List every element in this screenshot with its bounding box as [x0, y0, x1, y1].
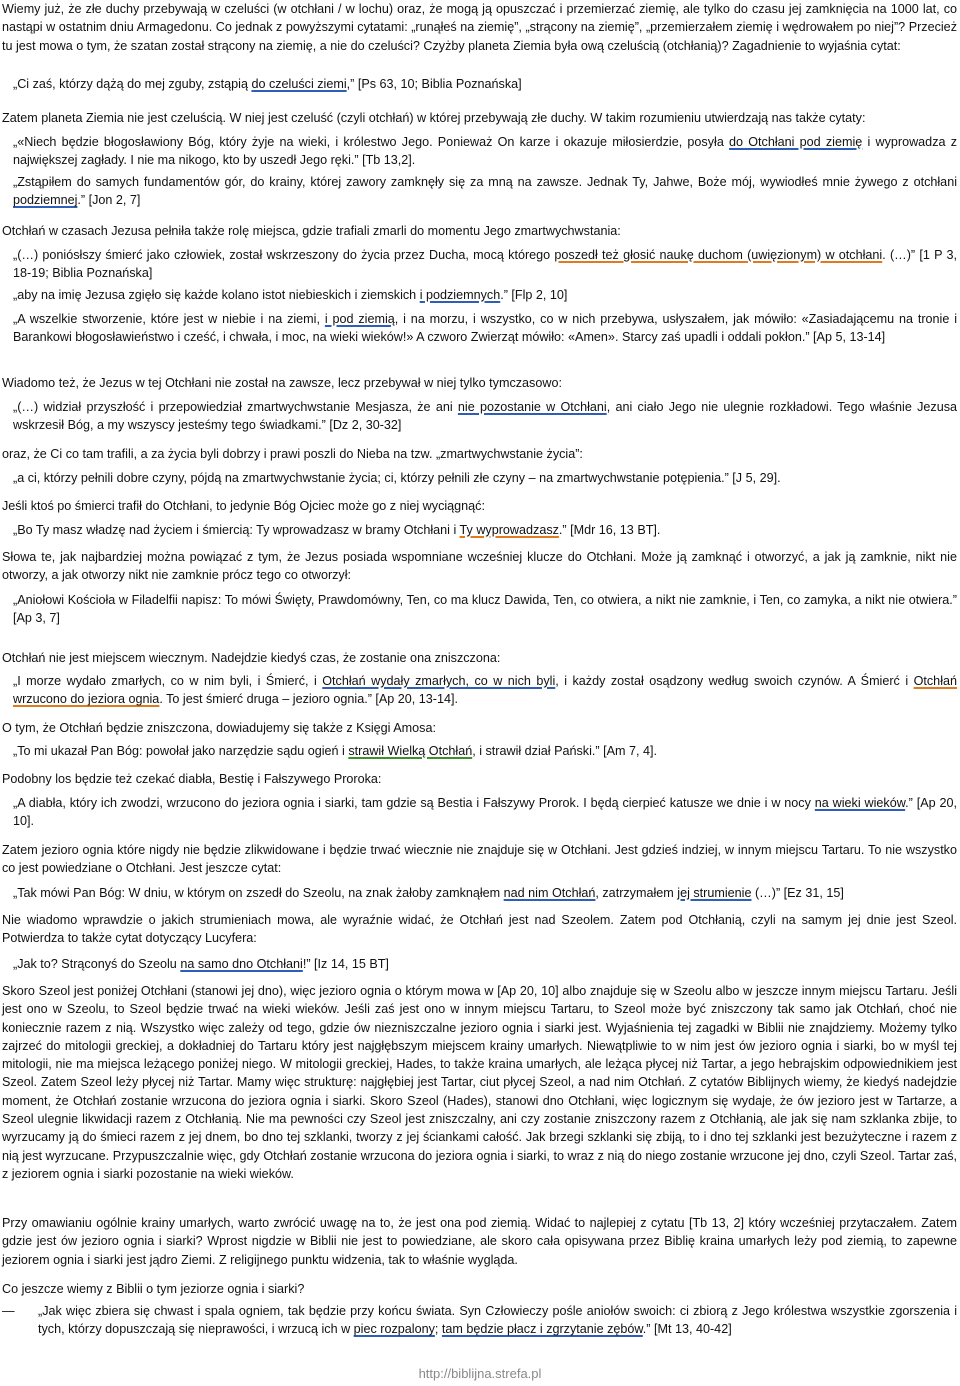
text-segment: . (…)” [1 P 3, 18-19; Biblia Poznańska]	[13, 248, 957, 281]
text-segment: „a ci, którzy pełnili dobre czyny, pójdą na zmartwychwstanie życia; ci, którzy pełnili złe czyny – na zmartwychwstanie potępienia.” [J 5, 29].	[13, 471, 781, 485]
text-segment: ,” [Ps 63, 10; Biblia Poznańska]	[346, 77, 522, 91]
text-segment: (…)” [Ez 31, 15]	[751, 886, 844, 900]
underlined-phrase: piec rozpalony	[353, 1322, 435, 1337]
text-segment: Nie wiadomo wprawdzie o jakich strumieniach mowa, ale wyraźnie widać, że Otchłań jest nad Szeolem. Zatem pod Otchłanią, czyli na samym jej dnie jest Szeol. Potwierdza to także cytat dotyczący Lucyfera:	[2, 913, 957, 946]
underlined-phrase: poszedł też głosić naukę duchom (uwięzionym) w otchłani	[554, 248, 883, 262]
text-segment: Podobny los będzie też czekać diabła, Bestię i Fałszywego Proroka:	[2, 772, 382, 786]
underlined-phrase: i pod ziemią	[324, 312, 395, 326]
bible-quote	[13, 955, 957, 973]
text-segment: Przy omawianiu ogólnie krainy umarłych, warto zwrócić uwagę na to, że jest ona pod ziemią. Widać to najlepiej z cytatu [Tb 13, 2] który wcześniej przytaczałem. Zatem gdzie jest ów jezioro ognia i siarki? Wprost nigdzie w Biblii nie jest to powiedziane, ale skoro cała opisywana przez Biblię kraina umarłych leży pod ziemią, to zapewne jeziorem ognia i siarki jest jądro Ziemi. Z religijnego punktu widzenia, tak to właśnie wygląda.	[2, 1216, 957, 1267]
paragraph	[2, 1280, 957, 1298]
underlined-phrase: podziemnej	[13, 193, 78, 208]
underlined-phrase: jej strumienie	[677, 886, 752, 900]
underlined-phrase: nie pozostanie w Otchłani	[457, 400, 607, 414]
text-segment: ;	[434, 1322, 442, 1337]
paragraph	[2, 222, 957, 240]
bible-quote	[13, 310, 957, 347]
bible-quote	[13, 173, 957, 210]
bible-quote	[13, 469, 957, 487]
text-segment: „(…) poniósłszy śmierć jako człowiek, został wskrzeszony do życia przez Ducha, mocą którego	[13, 248, 555, 262]
text-segment: Co jeszcze wiemy z Biblii o tym jeziorze ognia i siarki?	[2, 1282, 305, 1296]
bible-quote	[13, 246, 957, 283]
paragraph	[2, 911, 957, 948]
text-segment: O tym, że Otchłań będzie zniszczona, dowiadujemy się także z Księgi Amosa:	[2, 721, 436, 735]
underlined-phrase: Otchłań wydały zmarłych, co w nich byli	[322, 674, 556, 688]
text-segment: .” [Mdr 16, 13 BT].	[558, 523, 661, 537]
text-segment: „Jak to? Strąconyś do Szeolu	[13, 957, 181, 971]
text-segment: „Jak więc zbiera się chwast i spala ogniem, tak będzie przy końcu świata. Syn Człowieczy pośle aniołów swoich: ci zbiorą z Jego królestwa wszystkie zgorszenia i tych, którzy dopuszczają się nieprawości, i wrzucą ich w	[38, 1304, 957, 1337]
text-segment: , zatrzymałem	[595, 886, 678, 900]
text-segment: „(…) widział przyszłość i przepowiedział zmartwychwstanie Mesjasza, że ani	[13, 400, 458, 414]
underlined-phrase: nad nim Otchłań	[503, 886, 596, 900]
underlined-phrase: strawił Wielką Otchłań	[348, 744, 473, 758]
underlined-phrase: na samo dno Otchłani	[180, 957, 303, 971]
paragraph	[2, 649, 957, 667]
text-segment: Wiadomo też, że Jezus w tej Otchłani nie został na zawsze, lecz przebywał w niej tylko tymczasowo:	[2, 376, 562, 390]
text-segment: , i na morzu, i wszystko, co w nich przebywa, usłyszałem, jak mówiło: «Zasiadającemu na tronie i Barankowi błogosławieństwo i cześć, i chwała, i moc, na wieki wieków!» A czworo Zwierząt mówiło: «Amen». Starcy zaś upadli i oddali pokłon.” [Ap 5, 13-14]	[13, 312, 957, 345]
text-segment: , i każdy został osądzony według swoich czynów. A Śmierć i	[555, 674, 914, 688]
bible-quote	[13, 884, 957, 902]
bible-quote	[13, 672, 957, 709]
text-segment: .” [Flp 2, 10]	[500, 288, 568, 302]
paragraph	[2, 109, 957, 127]
underlined-phrase: do czeluści ziemi	[251, 77, 347, 91]
text-segment: , i strawił dział Pański.” [Am 7, 4].	[472, 744, 657, 758]
text-segment: Otchłań nie jest miejscem wiecznym. Nadejdzie kiedyś czas, że zostanie ona zniszczona:	[2, 651, 501, 665]
text-segment: „I morze wydało zmarłych, co w nim byli, i Śmierć, i	[13, 674, 323, 688]
underlined-phrase: tam będzie płacz i zgrzytanie zębów	[441, 1322, 643, 1337]
paragraph	[2, 497, 957, 515]
paragraph	[2, 841, 957, 878]
text-segment: i wyprowadza z największej zagłady. I nie ma nikogo, kto by uszedł Jego ręki.” [Tb 13,2].	[13, 135, 957, 168]
paragraph	[2, 982, 957, 1183]
text-segment: Skoro Szeol jest poniżej Otchłani (stanowi jej dno), więc jezioro ognia o którym mowa w [Ap 20, 10] albo znajduje się w Szeolu albo w jeszcze innym miejscu Tartaru. Jeśli jest ono w Szeolu, to Szeol będzie trwać na wieki wieków. Jeśli zaś jest ono w innym miejscu Tartaru, to Szeol może być zniszczony tak samo jak Otchłań, choć nie koniecznie razem z nią. Wszystko więc zależy od tego, gdzie ów niezniszczalne jezioro ognia i siarki jest. Wyjaśnienia tej zagadki w Biblii nie znajdziemy. Możemy tylko zajrzeć do mitologii greckiej, a dokładniej do Tartaru który jest najgłębszym miejscem krainy umarłych. Niewątpliwie to w nim jest ów jezioro ognia i siarki, bo w myśl tej mitologii, nie ma miejsca leżącego poniżej niego. W mitologii greckiej, Hades, to także kraina umarłych, ale leżąca płycej niż Tartar, a jego hebrajskim odpowiednikiem jest Szeol. Zatem Szeol leży płycej niż Tartar. Mamy więc strukturę: najgłębiej jest Tartar, ciut płycej Szeol, a nad nim Otchłań. Z cytatów Biblijnych wiemy, że kiedyś nadejdzie moment, że Otchłań zostanie wrzucona do jeziora ognia i siarki. Skoro Szeol (Hades), stanowi dno Otchłani, więc logicznym się wydaje, że ów jezioro jest w Tartarze, a Szeol ulegnie likwidacji razem z Otchłanią. Nie ma pewności czy Szeol jest zniszczalny, ani czy zostanie zniszczony razem z Otchłanią, ale jak się nam szklanka zbije, to wyrzucamy ją do śmieci razem z jej dnem, bo dno tej szklanki, tworzy z jej ściankami całość. Jak brzegi szklanki się zbiją, to i dno tej szklanki jest bezużyteczne i razem z nią jest wyrzucane. Przypuszczalnie więc, gdy Otchłań zostanie wrzucona do jeziora ognia i siarki, to wraz z nią do niego zostanie wrzucone jej dno, czyli Szeol. Tartar zaś, z jeziorem ognia i siarki pozostanie na wieki wieków.	[2, 984, 957, 1181]
underlined-phrase: i podziemnych	[419, 288, 501, 302]
text-segment: Jeśli ktoś po śmierci trafił do Otchłani, to jedynie Bóg Ojciec może go z niej wyciągnąć:	[2, 499, 485, 513]
dash-bullet: —	[2, 1304, 15, 1318]
text-segment: .” [Ap 20, 10].	[13, 796, 957, 829]
text-segment: „«Niech będzie błogosławiony Bóg, który żyje na wieki, i królestwo Jego. Ponieważ On karze i okazuje miłosierdzie, posyła	[13, 135, 730, 149]
bible-quote	[13, 794, 957, 831]
text-segment: „Tak mówi Pan Bóg: W dniu, w którym on zszedł do Szeolu, na znak żałoby zamknąłem	[13, 886, 504, 900]
text-segment: „Bo Ty masz władzę nad życiem i śmiercią: Ty wprowadzasz w bramy Otchłani i	[13, 523, 460, 537]
bible-quote	[13, 286, 957, 304]
text-segment: .” [Mt 13, 40-42]	[642, 1322, 732, 1337]
paragraph	[2, 548, 957, 585]
paragraph	[2, 1214, 957, 1269]
quote-dash-item	[38, 1302, 957, 1339]
bible-quote	[13, 133, 957, 170]
text-segment: „Ci zaś, którzy dążą do mej zguby, zstąpią	[13, 77, 252, 91]
text-segment: oraz, że Ci co tam trafili, a za życia byli dobrzy i prawi poszli do Nieba na tzw. „zmartwychwstanie życia”:	[2, 447, 583, 461]
text-segment: . To jest śmierć druga – jezioro ognia.” [Ap 20, 13-14].	[159, 692, 459, 707]
footer-url[interactable]: http://biblijna.strefa.pl	[418, 1366, 542, 1381]
underlined-phrase: na wieki wieków	[814, 796, 906, 810]
paragraph	[2, 445, 957, 463]
text-segment: „Zstąpiłem do samych fundamentów gór, do krainy, której zawory zamknęły się za mną na zawsze. Jednak Ty, Jahwe, Boże mój, wywiodłeś mnie żywego z otchłani	[13, 175, 957, 189]
bible-quote	[13, 521, 957, 539]
underlined-phrase: do Otchłani pod ziemię	[729, 135, 863, 149]
text-segment: Zatem planeta Ziemia nie jest czeluścią. W niej jest czeluść (czyli otchłań) w której przebywają złe duchy. W takim rozumieniu utwierdzają nas także cytaty:	[2, 111, 866, 125]
text-segment: Wiemy już, że złe duchy przebywają w czeluści (w otchłani / w lochu) oraz, że mogą ją opuszczać i przemierzać ziemię, ale tylko do czasu jej zamknięcia na 1000 lat, co nastąpi w ostatnim dniu Armagedonu. Co jednak z powyższymi cytatami: „runąłeś na ziemię”, „strącony na ziemię”, „przemierzałem ziemię i wędrowałem po niej”? Przecież tu jest mowa o tym, że szatan został strącony na ziemię, a nie do czeluści? Czyżby planeta Ziemia była ową czeluścią (otchłanią)? Zagadnienie to wyjaśnia cytat:	[2, 2, 957, 53]
paragraph	[2, 374, 957, 392]
bible-quote	[13, 742, 957, 760]
text-segment: .” [Jon 2, 7]	[77, 193, 141, 208]
paragraph	[2, 770, 957, 788]
bible-quote	[13, 398, 957, 435]
text-segment: Zatem jezioro ognia które nigdy nie będzie zlikwidowane i będzie trwać wiecznie nie znajduje się w Otchłani. Jest gdzieś indziej, w innym miejscu Tartaru. To nie wszystko co jest powiedziane o Otchłani. Jest jeszcze cytat:	[2, 843, 957, 876]
text-segment: „aby na imię Jezusa zgięło się każde kolano istot niebieskich i ziemskich	[13, 288, 420, 302]
paragraph	[2, 719, 957, 737]
text-segment: !” [Iz 14, 15 BT]	[302, 957, 389, 971]
bible-quote	[13, 75, 957, 93]
text-segment: „Aniołowi Kościoła w Filadelfii napisz: To mówi Święty, Prawdomówny, Ten, co ma klucz Dawida, Ten, co otwiera, a nikt nie zamknie, i Ten, co zamyka, a nikt nie otwiera.” [Ap 3, 7]	[13, 593, 957, 626]
underlined-phrase: Ty wyprowadzasz	[459, 523, 559, 537]
text-segment: Słowa te, jak najbardziej można powiązać z tym, że Jezus posiada wspomniane wcześniej klucze do Otchłani. Może ją zamknąć i otworzyć, a jak ją zamknie, nikt nie otworzy, a jak otworzy nikt nie zamknie prócz tego co otworzył:	[2, 550, 957, 583]
underlined-phrase: Otchłań wrzucono do jeziora ognia	[13, 674, 957, 707]
text-segment: „To mi ukazał Pan Bóg: powołał jako narzędzie sądu ogień i	[13, 744, 349, 758]
text-segment: , ani ciało Jego nie ulegnie rozkładowi. Tego właśnie Jezusa wskrzesił Bóg, a my wszyscy jesteśmy tego świadkami.” [Dz 2, 30-32]	[13, 400, 957, 433]
paragraph	[2, 0, 957, 55]
bible-quote	[13, 591, 957, 628]
text-segment: „A wszelkie stworzenie, które jest w niebie i na ziemi,	[13, 312, 325, 326]
text-segment: Otchłań w czasach Jezusa pełniła także rolę miejsca, gdzie trafiali zmarli do momentu Jego zmartwychwstania:	[2, 224, 621, 238]
text-segment: „A diabła, który ich zwodzi, wrzucono do jeziora ognia i siarki, tam gdzie są Bestia i Fałszywy Prorok. I będą cierpieć katusze we dnie i w nocy	[13, 796, 815, 810]
